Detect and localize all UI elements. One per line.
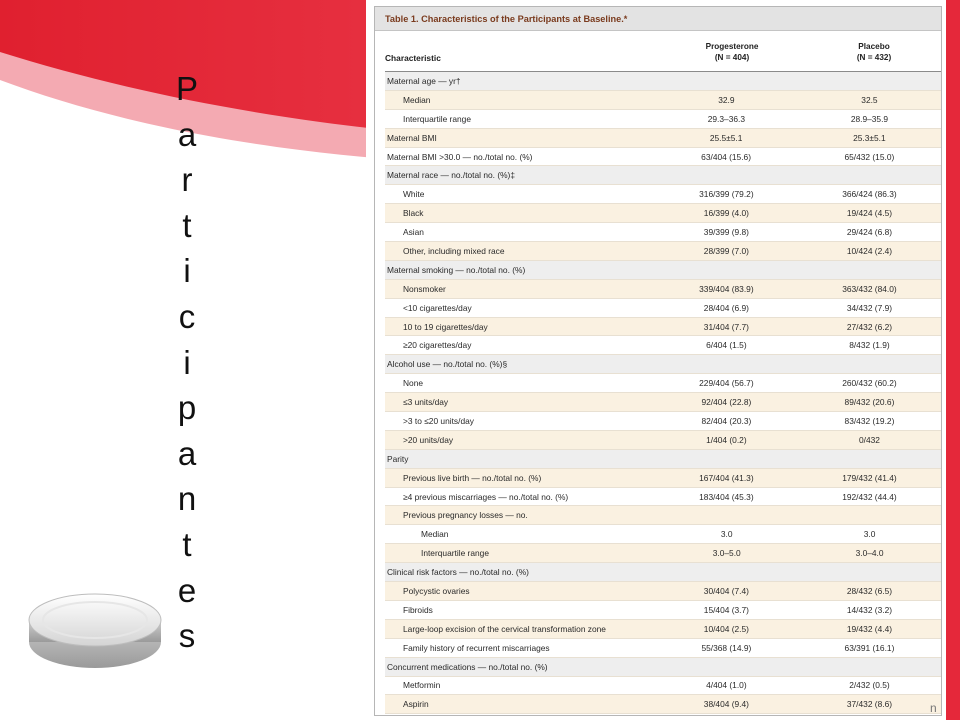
table-row	[385, 299, 941, 318]
row-label: Median	[403, 94, 431, 105]
placebo-value: 14/432 (3.2)	[846, 604, 893, 615]
row-label: ≤3 units/day	[403, 397, 449, 408]
row-label: Fibroids	[403, 604, 433, 615]
placebo-value: 28.9–35.9	[850, 113, 889, 124]
placebo-value: 19/424 (4.5)	[846, 208, 893, 219]
baseline-table	[374, 6, 942, 716]
row-label: Family history of recurrent miscarriages	[403, 642, 550, 653]
placebo-value: 366/424 (86.3)	[842, 189, 897, 200]
title-letter: n	[177, 480, 197, 518]
progesterone-value: 39/399 (9.8)	[703, 227, 749, 238]
placebo-value: 29/424 (6.8)	[846, 227, 893, 238]
column-header-count: (N = 432)	[856, 53, 892, 62]
placebo-value: 83/432 (19.2)	[844, 415, 895, 426]
row-label: Alcohol use — no./total no. (%)§	[387, 359, 508, 370]
row-label: Metformin	[403, 680, 441, 691]
progesterone-value: 183/404 (45.3)	[699, 491, 754, 502]
table-row	[385, 336, 941, 355]
title-letter: t	[182, 206, 192, 244]
column-header-count: (N = 404)	[714, 53, 750, 62]
progesterone-value: 167/404 (41.3)	[699, 472, 754, 483]
table-row	[385, 374, 941, 393]
row-label: Asian	[403, 227, 424, 238]
row-label: Nonsmoker	[403, 283, 446, 294]
table-row	[385, 204, 941, 223]
progesterone-value: 31/404 (7.7)	[703, 321, 749, 332]
table-section-row	[385, 261, 941, 280]
table-row	[385, 620, 941, 639]
row-label: Maternal BMI	[387, 132, 437, 143]
progesterone-value: 63/404 (15.6)	[701, 151, 751, 162]
progesterone-value: 6/404 (1.5)	[706, 340, 747, 351]
progesterone-value: 229/404 (56.7)	[699, 378, 754, 389]
progesterone-value: 28/404 (6.9)	[703, 302, 749, 313]
row-label: Maternal BMI >30.0 — no./total no. (%)	[387, 151, 533, 162]
vertical-title	[165, 66, 209, 659]
pill-icon	[29, 594, 161, 668]
title-letter: a	[177, 434, 197, 472]
progesterone-value: 55/368 (14.9)	[701, 642, 752, 653]
table-section-row	[385, 563, 941, 582]
row-label: Aspirin	[403, 699, 429, 710]
placebo-value: 179/432 (41.4)	[842, 472, 897, 483]
title-letter: c	[178, 297, 196, 335]
table-row	[385, 506, 941, 525]
progesterone-value: 16/399 (4.0)	[703, 208, 749, 219]
placebo-value: 3.0–4.0	[855, 548, 884, 559]
progesterone-value: 32.9	[718, 94, 735, 105]
column-header-placebo	[799, 41, 942, 63]
table-row	[385, 544, 941, 563]
placebo-value: 260/432 (60.2)	[842, 378, 897, 389]
row-label: None	[403, 378, 424, 389]
table-row	[385, 129, 941, 148]
column-header-characteristic: Characteristic	[385, 53, 441, 63]
row-label: Median	[421, 529, 449, 540]
row-label: <10 cigarettes/day	[403, 302, 472, 313]
row-label: Black	[403, 208, 424, 219]
column-header-progesterone	[657, 41, 807, 63]
placebo-value: 27/432 (6.2)	[846, 321, 893, 332]
progesterone-value: 38/404 (9.4)	[703, 699, 749, 710]
placebo-value: 28/432 (6.5)	[846, 585, 893, 596]
table-row	[385, 318, 941, 337]
placebo-value: 8/432 (1.9)	[849, 340, 890, 351]
title-letter: i	[183, 252, 191, 290]
progesterone-value: 92/404 (22.8)	[701, 397, 752, 408]
title-letter: t	[182, 525, 192, 563]
table-row	[385, 185, 941, 204]
table-row	[385, 91, 941, 110]
table-row	[385, 469, 941, 488]
table-row	[385, 677, 941, 696]
progesterone-value: 339/404 (83.9)	[699, 283, 754, 294]
row-label: Previous pregnancy losses — no.	[403, 510, 528, 521]
progesterone-value: 28/399 (7.0)	[703, 245, 749, 256]
row-label: Concurrent medications — no./total no. (%)	[387, 661, 548, 672]
table-caption: Table 1. Characteristics of the Participants at Baseline.*	[375, 7, 941, 31]
placebo-value: 63/391 (16.1)	[844, 642, 895, 653]
table-row	[385, 412, 941, 431]
table-row	[385, 431, 941, 450]
title-letter: P	[175, 70, 198, 107]
table-section-row	[385, 658, 941, 677]
placebo-value: 0/432	[858, 434, 880, 445]
table-row	[385, 525, 941, 544]
row-label: Previous live birth — no./total no. (%)	[403, 472, 542, 483]
progesterone-value: 29.3–36.3	[707, 113, 745, 124]
table-row	[385, 601, 941, 620]
row-label: ≥20 cigarettes/day	[403, 340, 472, 351]
placebo-value: 32.5	[861, 94, 878, 105]
placebo-value: 34/432 (7.9)	[846, 302, 893, 313]
placebo-value: 2/432 (0.5)	[849, 680, 890, 691]
row-label: Maternal race — no./total no. (%)‡	[387, 170, 516, 181]
table-row	[385, 110, 941, 129]
row-label: Maternal age — yr†	[387, 75, 461, 86]
title-letter: i	[183, 343, 191, 381]
row-label: Large-loop excision of the cervical transformation zone	[403, 623, 606, 634]
row-label: >20 units/day	[403, 434, 454, 445]
row-label: Interquartile range	[403, 113, 471, 124]
progesterone-value: 4/404 (1.0)	[706, 680, 747, 691]
table-section-row	[385, 450, 941, 469]
table-row	[385, 639, 941, 658]
placebo-value: 89/432 (20.6)	[844, 397, 895, 408]
row-label: >3 to ≤20 units/day	[403, 415, 474, 426]
column-header-label: Progesterone	[705, 42, 759, 51]
progesterone-value: 1/404 (0.2)	[706, 434, 747, 445]
row-label: Interquartile range	[421, 548, 489, 559]
table-row	[385, 242, 941, 261]
placebo-value: 3.0	[863, 529, 876, 540]
footer-fragment: n	[930, 701, 937, 715]
table-row	[385, 280, 941, 299]
progesterone-value: 30/404 (7.4)	[703, 585, 749, 596]
row-label: Other, including mixed race	[403, 245, 505, 256]
placebo-value: 19/432 (4.4)	[846, 623, 893, 634]
progesterone-value: 25.5±5.1	[709, 132, 743, 143]
title-letter: r	[181, 161, 193, 199]
table-row	[385, 695, 941, 714]
table-body	[385, 72, 941, 714]
row-label: Parity	[387, 453, 409, 464]
table-row	[385, 393, 941, 412]
progesterone-value: 316/399 (79.2)	[699, 189, 754, 200]
table-section-row	[385, 355, 941, 374]
table-row	[385, 223, 941, 242]
row-label: Clinical risk factors — no./total no. (%)	[387, 567, 529, 578]
row-label: ≥4 previous miscarriages — no./total no. (%)	[403, 491, 569, 502]
column-header-label: Placebo	[858, 42, 890, 51]
placebo-value: 25.3±5.1	[853, 132, 886, 143]
placebo-value: 10/424 (2.4)	[846, 245, 893, 256]
title-letter: s	[178, 617, 196, 655]
progesterone-value: 3.0	[720, 529, 733, 540]
table-image-panel	[366, 0, 946, 720]
placebo-value: 363/432 (84.0)	[842, 283, 897, 294]
row-label: White	[403, 189, 425, 200]
table-row	[385, 582, 941, 601]
placebo-value: 192/432 (44.4)	[842, 491, 897, 502]
progesterone-value: 3.0–5.0	[712, 548, 741, 559]
progesterone-value: 10/404 (2.5)	[703, 623, 749, 634]
table-row	[385, 148, 941, 167]
title-letter: e	[177, 571, 197, 609]
progesterone-value: 82/404 (20.3)	[701, 415, 752, 426]
table-section-row	[385, 166, 941, 185]
table-row	[385, 488, 941, 507]
title-letter: a	[177, 115, 197, 153]
row-label: Polycystic ovaries	[403, 585, 470, 596]
progesterone-value: 15/404 (3.7)	[703, 604, 749, 615]
row-label: 10 to 19 cigarettes/day	[403, 321, 488, 332]
title-letter: p	[177, 389, 197, 427]
placebo-value: 37/432 (8.6)	[846, 699, 893, 710]
placebo-value: 65/432 (15.0)	[844, 151, 895, 162]
table-section-row	[385, 72, 941, 91]
row-label: Maternal smoking — no./total no. (%)	[387, 264, 526, 275]
